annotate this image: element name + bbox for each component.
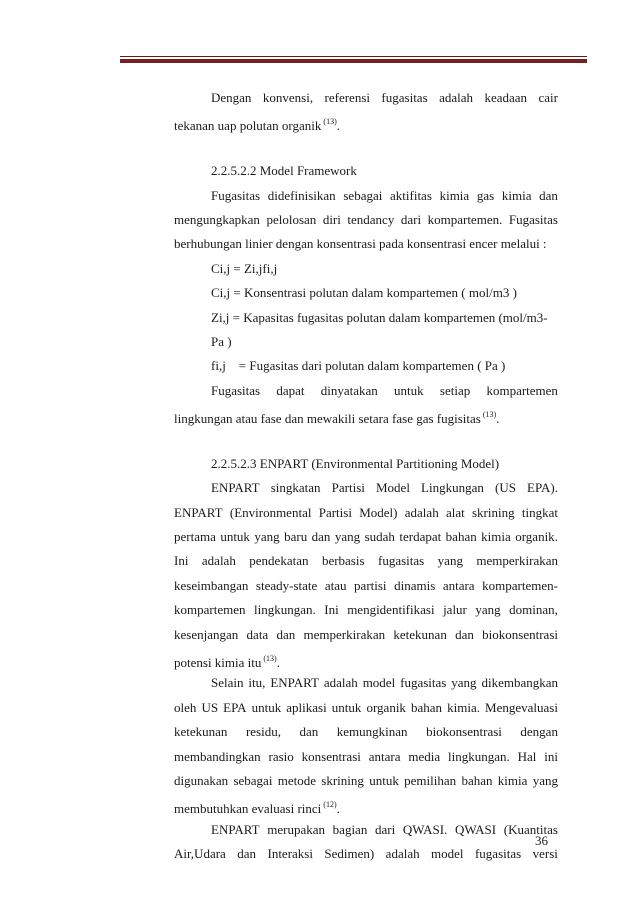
paragraph-line [174, 208, 558, 232]
justified-line [174, 574, 558, 598]
section-heading-framework: 2.2.5.2.2 Model Framework [211, 163, 357, 179]
header-rule-thin [120, 56, 587, 57]
citation-ref: (13) [323, 117, 337, 127]
word: kompartemen. [427, 211, 503, 227]
word: baru [284, 529, 308, 545]
word: organik [366, 699, 406, 715]
paragraph-line [174, 842, 558, 866]
word: merupakan [267, 821, 326, 837]
header-rule-thick [120, 59, 587, 63]
word: pertama [174, 529, 216, 545]
word: skrining [321, 772, 364, 788]
word: yang [254, 529, 280, 545]
word: sebagai [233, 772, 273, 788]
word: singkatan [270, 480, 321, 496]
justified-line [174, 549, 558, 573]
word: kimia [439, 187, 470, 203]
word: ENPART [211, 480, 260, 496]
paragraph-line [174, 476, 558, 500]
word: kesenjangan [174, 626, 239, 642]
word: yang [437, 553, 463, 569]
paragraph-line: lingkungan atau fase dan mewakili setara fase gas fugisitas $^{(13)}$. [174, 410, 500, 427]
word: bagian [332, 821, 368, 837]
word: antara [368, 748, 401, 764]
word: adalah [201, 553, 236, 569]
paragraph-line: berhubungan linier dengan konsentrasi pada konsentrasi encer melalui : [174, 236, 547, 252]
justified-line [174, 769, 558, 793]
word: model [431, 846, 464, 862]
paragraph-line [174, 696, 558, 720]
definition-z: Zi,j = Kapasitas fugasitas polutan dalam kompartemen (mol/m3- [211, 309, 548, 325]
word: ini [544, 748, 558, 764]
word: untuk [394, 382, 424, 398]
paragraph-line [174, 574, 558, 598]
word: Hal [517, 748, 537, 764]
justified-line [174, 501, 558, 525]
word: referensi [324, 90, 370, 105]
paragraph-line [174, 549, 558, 573]
word: steady-state [255, 577, 318, 593]
word: data [246, 626, 269, 642]
word: versi [532, 846, 558, 862]
word: Mengevaluasi [485, 699, 558, 715]
word: QWASI [454, 821, 497, 837]
justified-line [174, 842, 558, 866]
word: dan [311, 529, 331, 545]
paragraph-line [174, 769, 558, 793]
citation-ref: (13) [263, 653, 277, 663]
word: aplikasi [286, 699, 327, 715]
word: dan [276, 626, 296, 642]
citation-ref: (12) [323, 800, 337, 810]
word: membandingkan [174, 748, 261, 764]
word: (Environmental [229, 504, 312, 520]
word: fugasitas [381, 90, 428, 105]
word: memperkirakan [476, 553, 558, 569]
paragraph-line [174, 379, 558, 403]
word: dari [374, 821, 396, 837]
paragraph-line [174, 745, 558, 769]
paragraph-line: membutuhkan evaluasi rinci $^{(12)}$. [174, 800, 340, 817]
word: dan [237, 846, 257, 862]
page-number: 36 [535, 833, 548, 848]
word: adalah [439, 90, 473, 105]
paragraph-line [174, 598, 558, 622]
justified-line [211, 671, 558, 695]
word: dinamis [394, 577, 436, 593]
paragraph-line [174, 818, 558, 842]
word: jalur [443, 602, 467, 618]
word: yang [475, 602, 501, 618]
word: tendancy [347, 211, 395, 227]
word: ENPART [211, 821, 260, 837]
word: biokonsentrasi [426, 724, 502, 740]
word: atau [324, 577, 347, 593]
word: Model [375, 480, 410, 496]
word: setiap [439, 382, 471, 398]
word: yang [451, 675, 477, 691]
word: pendekatan [249, 553, 309, 569]
word: berbasis [321, 553, 365, 569]
word: Ini [324, 602, 339, 618]
justified-line [174, 696, 558, 720]
word: pemilihan [404, 772, 457, 788]
word: Fugasitas [508, 211, 558, 227]
word: kimia. [447, 699, 480, 715]
word: kompartemen [174, 602, 246, 618]
equation: Ci,j = Zi,jfi,j [211, 260, 278, 276]
word: bahan [461, 772, 493, 788]
word: keseimbangan [174, 577, 249, 593]
word: kemungkinan [336, 724, 408, 740]
word: itu, [248, 675, 266, 691]
word: Partisi [318, 504, 352, 520]
word: Partisi [331, 480, 365, 496]
justified-line [174, 525, 558, 549]
word: kimia [501, 187, 532, 203]
justified-line [211, 184, 558, 208]
word: bahan [411, 699, 443, 715]
word: tingkat [521, 504, 558, 520]
word: diri [322, 211, 341, 227]
word: adalah [323, 675, 358, 691]
word: skrining [471, 504, 515, 520]
word: Air,Udara [174, 846, 226, 862]
word: Ini [174, 553, 189, 569]
word: keadaan [484, 90, 528, 105]
word: dapat [276, 382, 305, 398]
word: alat [445, 504, 465, 520]
section-heading-enpart: 2.2.5.2.3 ENPART (Environmental Partitioning Model) [211, 455, 500, 471]
paragraph-line [174, 720, 558, 744]
word: Fugasitas [211, 382, 261, 398]
document-body [174, 86, 558, 867]
word: dengan [520, 724, 558, 740]
justified-line [211, 86, 558, 110]
word: Fugasitas [211, 187, 261, 203]
justified-line [211, 476, 558, 500]
word: Interaksi [267, 846, 313, 862]
word: kompartemen [486, 382, 558, 398]
word: untuk [220, 529, 250, 545]
word: ketekunan [174, 724, 228, 740]
word: (Kuantitas [503, 821, 558, 837]
justified-line [174, 208, 558, 232]
word: mengidentifikasi [347, 602, 435, 618]
justified-line [211, 818, 558, 842]
word: ENPART [270, 675, 319, 691]
word: oleh [174, 699, 197, 715]
word: partisi [354, 577, 387, 593]
word: adalah [404, 504, 439, 520]
word: Model) [359, 504, 398, 520]
paragraph-line [174, 184, 558, 208]
word: organik. [515, 529, 558, 545]
word: bahan [445, 529, 477, 545]
word: dari [400, 211, 422, 227]
word: dikembangkan [481, 675, 558, 691]
justified-line [174, 745, 558, 769]
word: dan [299, 724, 319, 740]
justified-line [211, 379, 558, 403]
word: untuk [251, 699, 282, 715]
word: dan [539, 187, 558, 203]
word: yang [334, 529, 361, 545]
word: didefinisikan [267, 187, 336, 203]
word: dominan, [509, 602, 558, 618]
word: antara [442, 577, 475, 593]
word: model [362, 675, 396, 691]
citation-ref: (13) [482, 410, 497, 420]
word: adalah [385, 846, 420, 862]
paragraph-line [174, 501, 558, 525]
word: ENPART [174, 504, 223, 520]
word: metode [277, 772, 316, 788]
word: kompartemen- [482, 577, 558, 593]
word: cair [538, 90, 558, 105]
word: EPA [223, 699, 247, 715]
word: dan [455, 626, 474, 642]
word: memperkirakan [303, 626, 386, 642]
paragraph-line [174, 525, 558, 549]
word: fugasitas [474, 846, 522, 862]
word: biokonsentrasi [482, 626, 558, 642]
word: fugasitas [400, 675, 447, 691]
word: mengungkapkan [174, 211, 260, 227]
word: rasio [268, 748, 294, 764]
word: Selain [211, 675, 244, 691]
word: kimia [481, 529, 511, 545]
word: EPA). [527, 480, 558, 496]
word: terdapat [399, 529, 442, 545]
paragraph-line [174, 671, 558, 695]
word: Dengan [211, 90, 252, 105]
word: QWASI. [402, 821, 448, 837]
justified-line [174, 720, 558, 744]
justified-line [174, 623, 558, 647]
word: Lingkungan [421, 480, 484, 496]
word: untuk [369, 772, 399, 788]
paragraph-line [174, 623, 558, 647]
word: sebagai [343, 187, 383, 203]
word: pelolosan [266, 211, 317, 227]
word: aktifitas [390, 187, 432, 203]
word: konvensi, [262, 90, 314, 105]
definition-f: fi,j = Fugasitas dari polutan dalam kompartemen ( Pa ) [211, 358, 506, 374]
word: konsentrasi [301, 748, 361, 764]
justified-line [174, 598, 558, 622]
word: kimia [497, 772, 528, 788]
word: residu, [245, 724, 281, 740]
paragraph-line [174, 86, 558, 110]
word: lingkungan. [253, 602, 316, 618]
word: US [201, 699, 219, 715]
word: Sedimen) [324, 846, 375, 862]
paragraph-line: tekanan uap polutan organik $^{(13)}$. [174, 117, 340, 134]
word: lingkungan. [447, 748, 510, 764]
word: (US [494, 480, 516, 496]
word: yang [532, 772, 558, 788]
paragraph-line: potensi kimia itu $^{(13)}$. [174, 653, 280, 670]
word: untuk [331, 699, 362, 715]
word: gas [476, 187, 495, 203]
word: digunakan [174, 772, 229, 788]
word: media [408, 748, 441, 764]
word: ketekunan [393, 626, 447, 642]
word: dinyatakan [320, 382, 378, 398]
word: fugasitas [378, 553, 425, 569]
definition-z-cont: Pa ) [211, 333, 232, 349]
word: sudah [364, 529, 395, 545]
definition-c: Ci,j = Konsentrasi polutan dalam kompartemen ( mol/m3 ) [211, 285, 517, 301]
